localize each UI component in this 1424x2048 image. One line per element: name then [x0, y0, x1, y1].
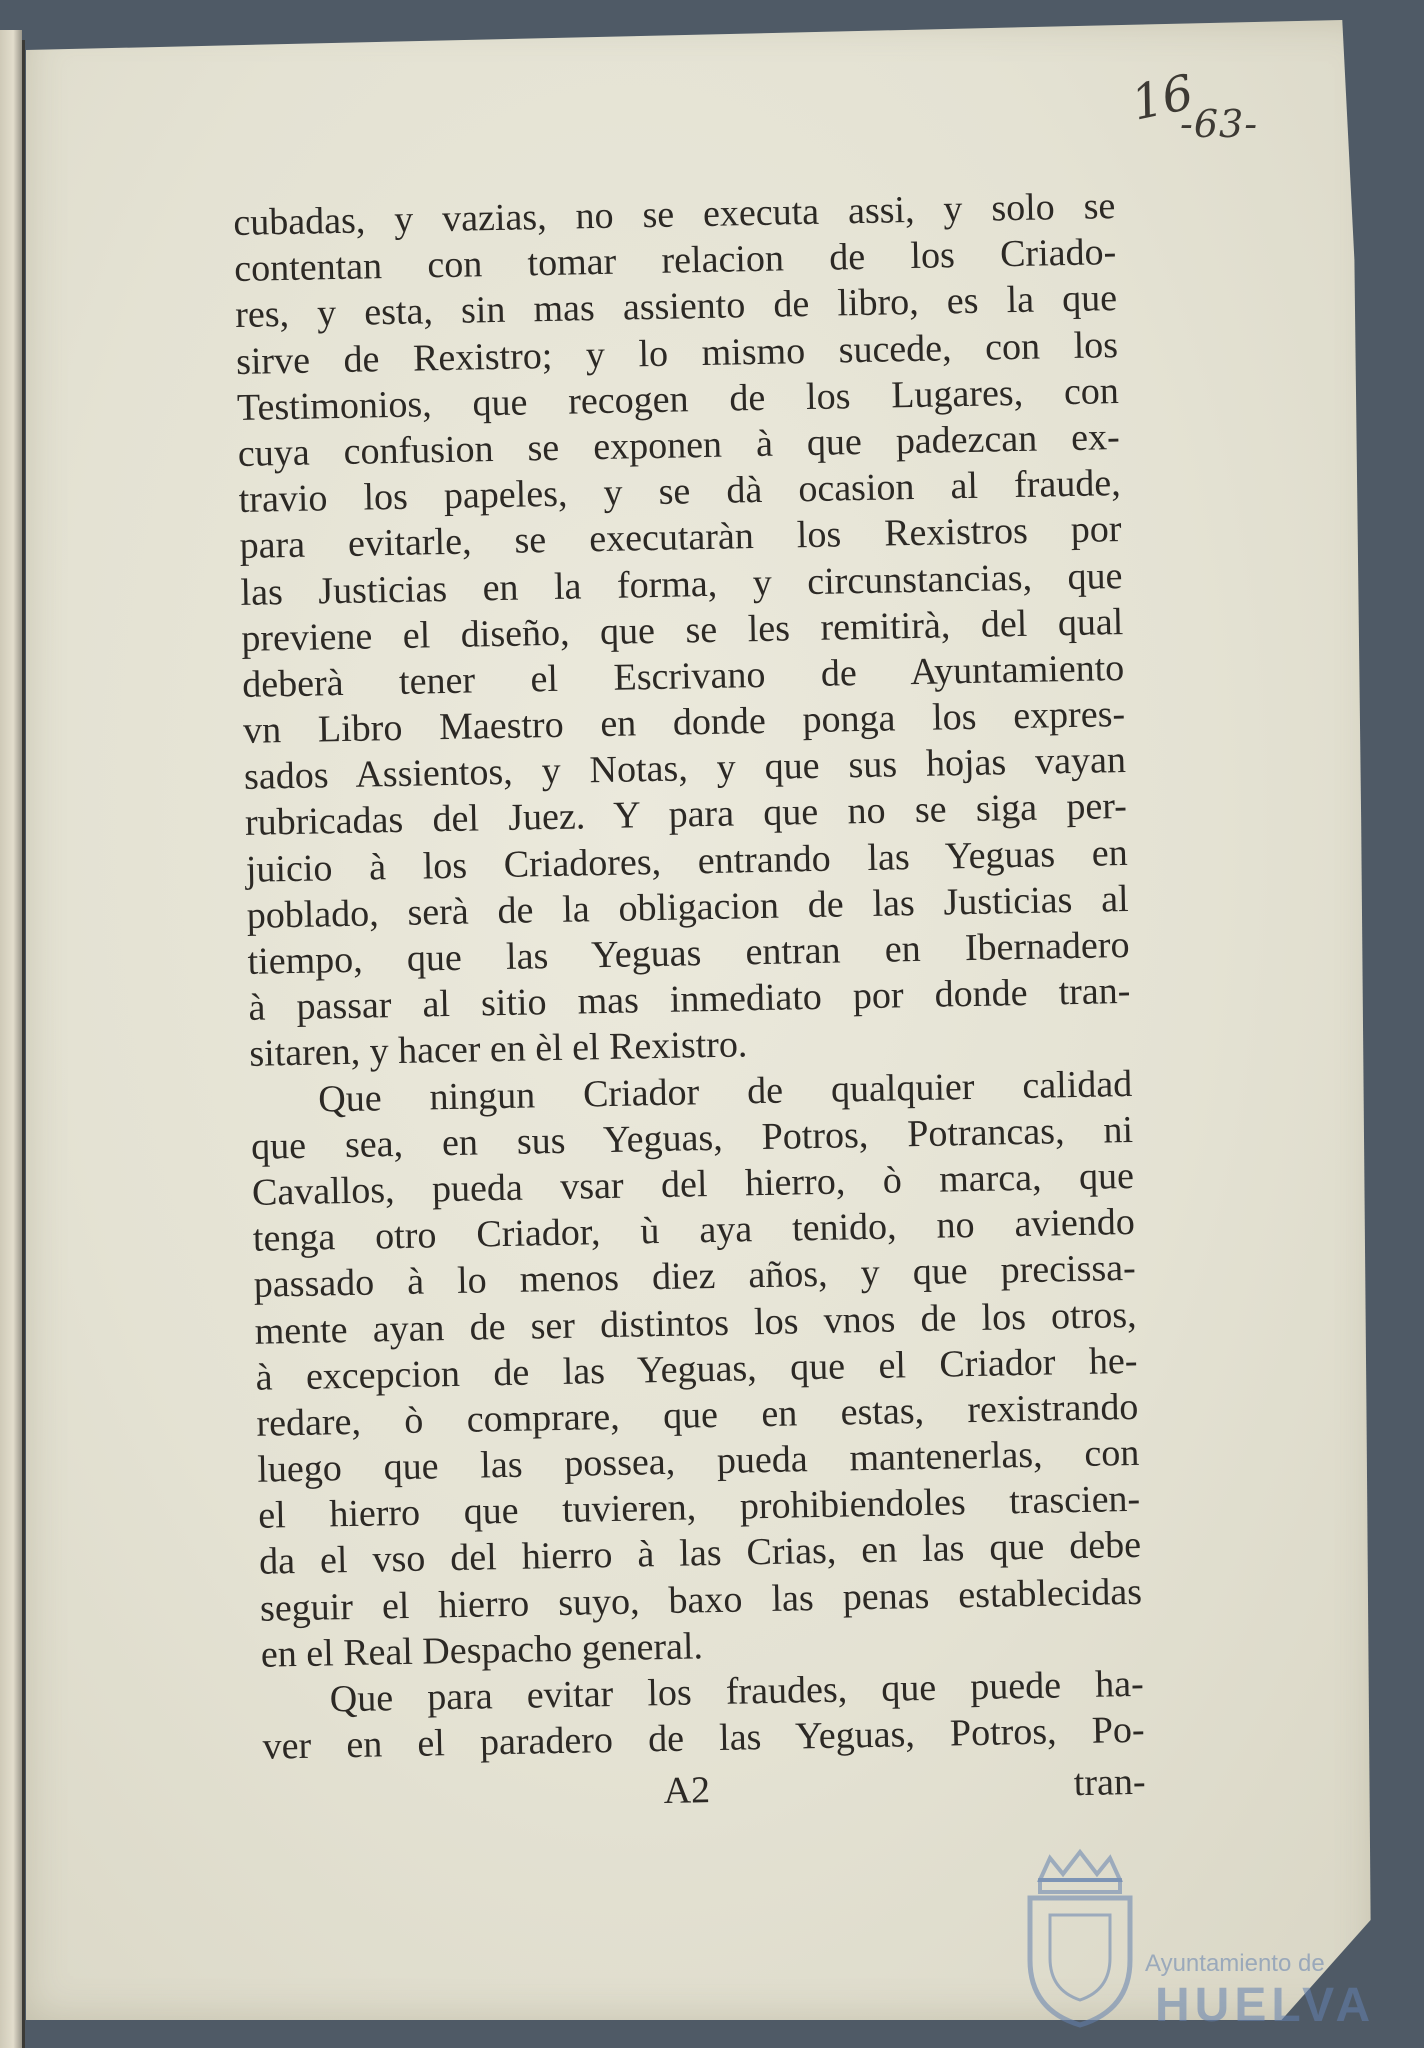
text-line: previene el diseño, que se les remitirà, del qual [241, 600, 1124, 660]
text-line: sirve de Rexistro; y lo mismo sucede, con los [235, 323, 1119, 383]
text-line: res, y esta, sin mas assiento de libro, es la que [234, 277, 1118, 337]
text-line: poblado, serà de la obligacion de las Justicias al [246, 877, 1129, 937]
text-line: vn Libro Maestro en donde ponga los expres- [242, 693, 1126, 752]
body-text [233, 183, 1146, 1824]
text-line: cuya confusion se exponen à que padezcan ex- [237, 415, 1121, 475]
paragraph-start-line: Que para evitar los fraudes, que puede ha- [329, 1662, 1145, 1721]
binding-gutter [22, 40, 25, 2048]
text-line: à excepcion de las Yeguas, que el Criador he- [255, 1339, 1138, 1399]
text-line: para evitarle, se executaràn los Rexistros por [239, 508, 1122, 568]
text-line: luego que las possea, pueda mantenerlas, con [256, 1431, 1140, 1491]
text-line: passado à lo menos diez años, y que precissa- [253, 1247, 1137, 1307]
catchword: tran- [1073, 1761, 1146, 1805]
text-line: à passar al sitio mas inmediato por donde tran- [248, 970, 1131, 1030]
left-page-edge [0, 30, 22, 2048]
text-line: juicio à los Criadores, entrando las Yeguas en [245, 831, 1129, 891]
text-line: rubricadas del Juez. Y para que no se siga per- [244, 785, 1128, 845]
folio-numbers [1120, 62, 1320, 152]
text-line: las Justicias en la forma, y circunstancias, que [240, 554, 1123, 614]
folio-number-handwritten: 16 [1126, 64, 1199, 132]
text-line: da el vso del hierro à las Crias, en las que debe [258, 1524, 1142, 1584]
text-line: contentan con tomar relacion de los Criado- [233, 231, 1117, 291]
text-line: tiempo, que las Yeguas entran en Ibernadero [247, 923, 1130, 983]
seal-name: HUELVA [1155, 1979, 1376, 2032]
text-line: cubadas, y vazias, no se executa assi, y solo se [233, 185, 1116, 244]
text-line: redare, ò comprare, que en estas, rexistrando [256, 1385, 1139, 1445]
text-line: que sea, en sus Yeguas, Potros, Potrancas, ni [250, 1108, 1134, 1168]
text-line: Cavallos, pueda vsar del hierro, ò marca, que [251, 1154, 1135, 1214]
text-line: mente ayan de ser distintos los vnos de los otros, [254, 1293, 1137, 1353]
paragraph-end-line: en el Real Despacho general. [260, 1625, 704, 1676]
paragraph-start-line: Que ningun Criador de qualquier calidad [317, 1062, 1133, 1121]
signature-mark: A2 [663, 1769, 711, 1813]
text-line: sados Assientos, y Notas, y que sus hojas vayan [243, 739, 1127, 799]
archive-watermark [1005, 1840, 1376, 2032]
coat-of-arms-icon [1005, 1840, 1155, 2030]
paragraph-end-line: sitaren, y hacer en èl el Rexistro. [248, 1023, 748, 1076]
text-line: seguir el hierro suyo, baxo las penas establecidas [259, 1570, 1143, 1630]
text-line: el hierro que tuvieren, prohibiendoles trascien- [257, 1478, 1141, 1538]
text-line: travio los papeles, y se dà ocasion al fraude, [238, 462, 1122, 522]
folio-number-secondary: -63- [1180, 102, 1259, 146]
seal-caption: Ayuntamiento de [1145, 1950, 1325, 1977]
text-line: ver en el paradero de las Yeguas, Potros, Po- [262, 1708, 1145, 1768]
text-line: Testimonios, que recogen de los Lugares, con [236, 369, 1120, 429]
text-line: tenga otro Criador, ù aya tenido, no aviendo [252, 1201, 1136, 1260]
text-line: deberà tener el Escrivano de Ayuntamiento [241, 646, 1125, 706]
